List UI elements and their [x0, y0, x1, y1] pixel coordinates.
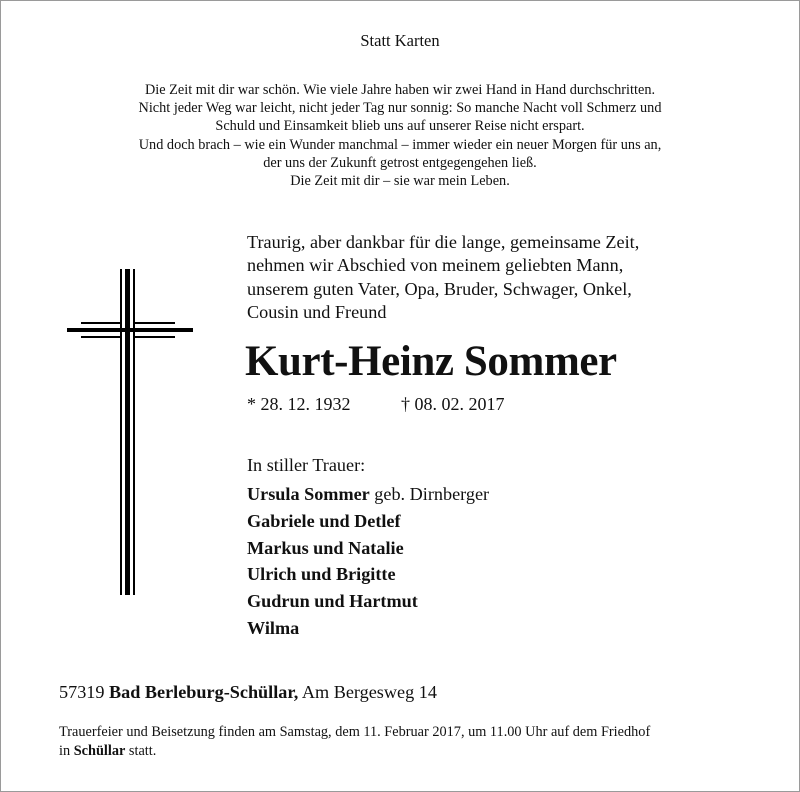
- intro-line: Traurig, aber dankbar für die lange, gemeinsame Zeit,: [247, 232, 640, 252]
- poem-line: der uns der Zukunft getrost entgegengehen ließ.: [263, 154, 537, 171]
- family-member-name: Gabriele und Detlef: [247, 510, 401, 531]
- family-member-name: Gudrun und Hartmut: [247, 591, 418, 612]
- address: [59, 682, 437, 703]
- notice-header: Statt Karten: [360, 31, 440, 50]
- family-member-note: geb. Dirnberger: [369, 484, 490, 504]
- birth-date: * 28. 12. 1932: [247, 394, 351, 414]
- family-member-name: Markus und Natalie: [247, 537, 404, 558]
- poem: [1, 81, 799, 190]
- intro-line: unserem guten Vater, Opa, Bruder, Schwager, Onkel,: [247, 278, 632, 299]
- poem-line: Die Zeit mit dir war schön. Wie viele Jahre haben wir zwei Hand in Hand durchschritten.: [144, 82, 656, 98]
- funeral-line: [59, 742, 650, 761]
- intro-text: [247, 231, 639, 325]
- deceased-name: Kurt-Heinz Sommer: [245, 338, 617, 385]
- family-member: [247, 535, 489, 562]
- intro-line: Cousin und Freund: [247, 302, 387, 323]
- funeral-line: Trauerfeier und Beisetzung finden am Samstag, dem 11. Februar 2017, um 11.00 Uhr auf dem Friedhof: [59, 724, 651, 740]
- address-city: Bad Berleburg-Schüllar,: [109, 682, 299, 702]
- family-member: [247, 561, 489, 588]
- family-member: [247, 615, 489, 642]
- poem-line: Und doch brach – wie ein Wunder manchmal – immer wieder ein neuer Morgen für uns an,: [138, 136, 662, 153]
- family-member-name: Wilma: [247, 617, 300, 638]
- funeral-info: [59, 723, 650, 761]
- death-date: † 08. 02. 2017: [401, 394, 505, 414]
- family-member: [247, 508, 489, 535]
- poem-line: Schuld und Einsamkeit blieb uns auf unserer Reise nicht erspart.: [215, 118, 585, 135]
- poem-line: Nicht jeder Weg war leicht, nicht jeder Tag nur sonnig: So manche Nacht voll Schmerz und: [138, 100, 662, 117]
- poem-line: Die Zeit mit dir – sie war mein Leben.: [290, 173, 510, 190]
- family-member-name: Ursula Sommer: [247, 484, 370, 504]
- family-member: [247, 481, 489, 508]
- funeral-prefix: in: [59, 743, 74, 759]
- cross-icon: [67, 269, 195, 595]
- funeral-suffix: statt.: [125, 743, 157, 759]
- address-street: Am Bergesweg 14: [301, 682, 437, 702]
- family-member-name: Ulrich und Brigitte: [247, 564, 396, 585]
- address-zip: 57319: [59, 682, 105, 702]
- funeral-place: Schüllar: [73, 743, 126, 759]
- family-list: [247, 481, 489, 642]
- mourning-label: In stiller Trauer:: [247, 455, 366, 475]
- family-member: [247, 588, 489, 615]
- intro-line: nehmen wir Abschied von meinem geliebten Mann,: [247, 255, 624, 276]
